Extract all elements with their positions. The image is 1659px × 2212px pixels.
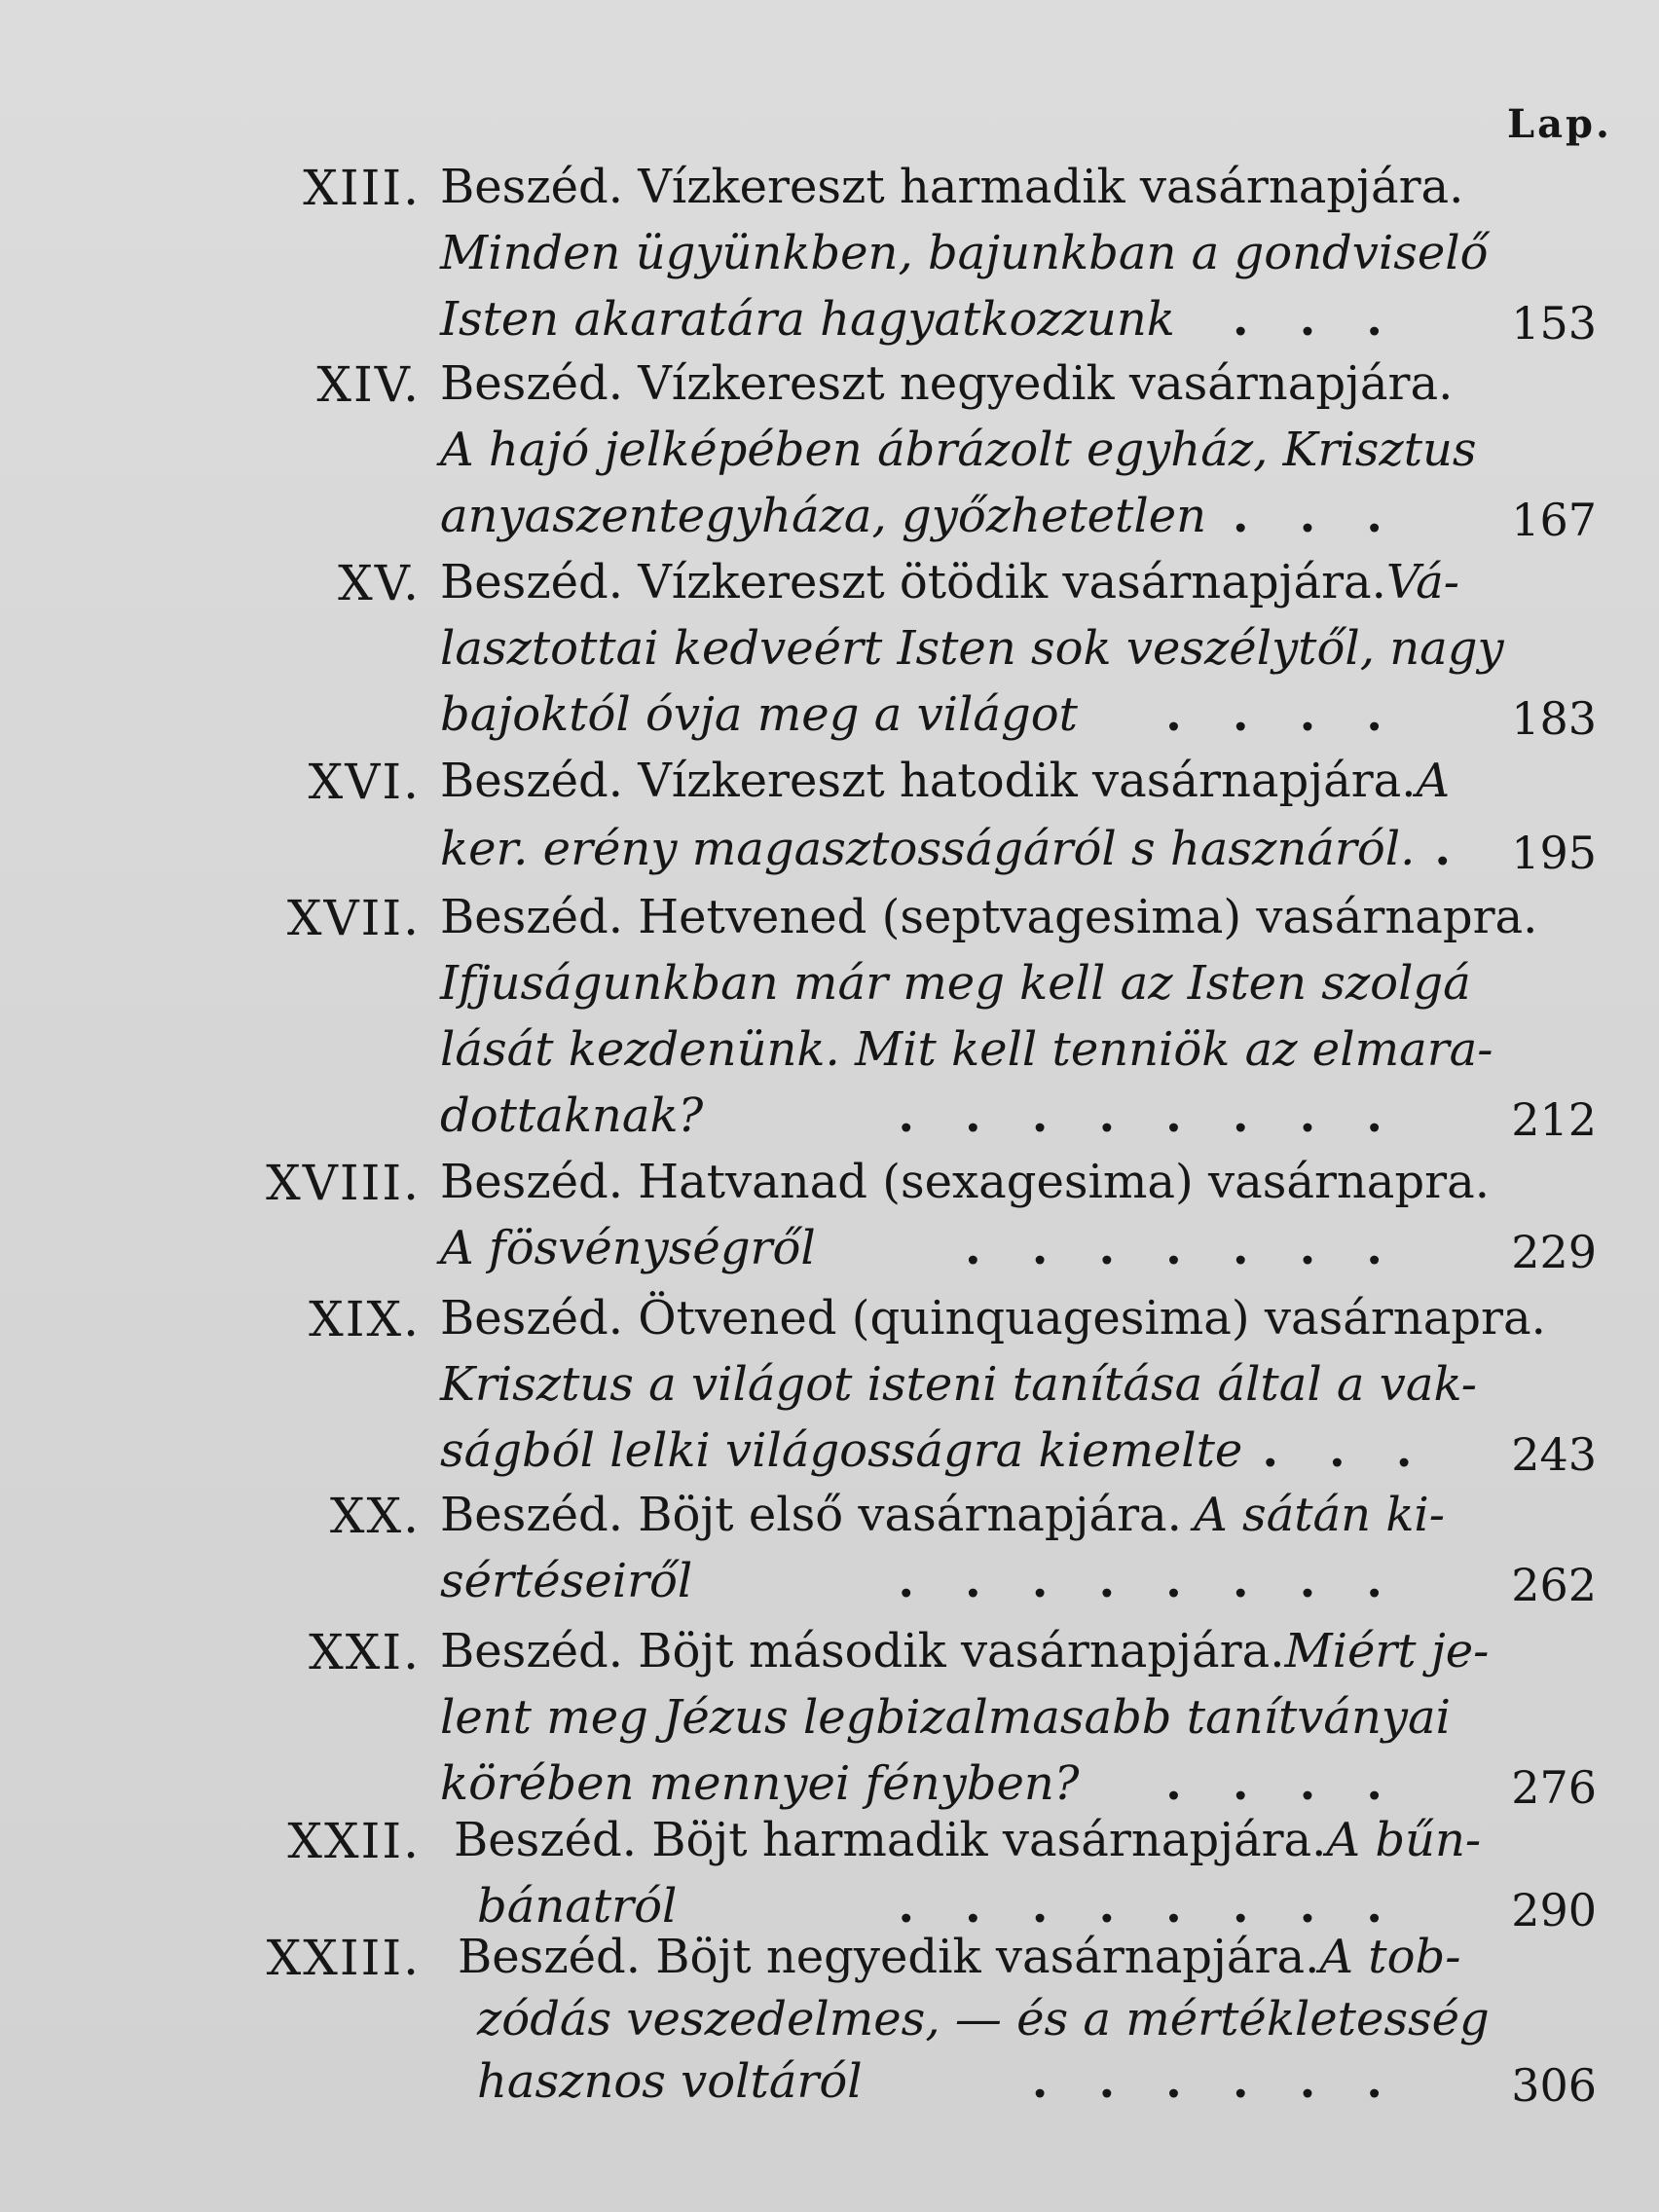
entry-text: A bűn- <box>1326 1813 1482 1867</box>
entry-page-number: 229 <box>1511 1226 1597 1278</box>
page-column-header: Lap. <box>1507 101 1612 147</box>
entry-number: XXI. <box>309 1624 421 1680</box>
entry-text: Miért je- <box>1284 1624 1490 1678</box>
entry-number: XV. <box>338 555 421 611</box>
entry-page-number: 212 <box>1511 1093 1597 1146</box>
entry-number: XVI. <box>308 754 421 810</box>
entry-text: Beszéd. Vízkereszt ötödik vasárnapjára. <box>440 555 1386 609</box>
dot-leader: ...... <box>1031 2054 1433 2109</box>
dot-leader: ... <box>1232 489 1433 543</box>
entry-text: A sátán ki- <box>1194 1488 1445 1542</box>
entry-line <box>454 1811 1482 1869</box>
entry-line <box>440 421 1477 479</box>
entry-text: Beszéd. Vízkereszt harmadik vasárnapjára. <box>440 160 1464 214</box>
entry-last-line <box>440 820 1502 878</box>
entry-text: anyaszentegyháza, győzhetetlen <box>440 489 1207 543</box>
entry-last-line <box>477 1877 1433 1936</box>
entry-text: Ifjuságunkban már meg kell az Isten szolgá <box>440 956 1471 1011</box>
entry-text: zódás veszedelmes, — és a mértékletesség <box>477 1992 1490 2046</box>
entry-text: Beszéd. Ötvened (quinquagesima) vasárnapra. <box>440 1291 1546 1346</box>
entry-line <box>440 619 1504 678</box>
entry-page-number: 183 <box>1511 692 1597 745</box>
dot-leader: ... <box>1232 292 1433 347</box>
entry-last-line <box>440 1087 1433 1145</box>
entry-line <box>440 1153 1490 1211</box>
entry-line <box>440 224 1489 282</box>
entry-line <box>440 1622 1490 1680</box>
entry-number: XXII. <box>287 1813 421 1869</box>
entry-number: XXIII. <box>266 1930 421 1986</box>
entry-line <box>440 354 1454 413</box>
dot-leader: .... <box>1165 1756 1433 1811</box>
entry-line <box>440 1355 1477 1414</box>
entry-line <box>440 553 1459 611</box>
dot-leader: ........ <box>898 1554 1433 1608</box>
entry-text: Beszéd. Böjt negyedik vasárnapjára. <box>458 1930 1320 1984</box>
entry-text: Beszéd. Böjt második vasárnapjára. <box>440 1624 1285 1678</box>
entry-number: XIX. <box>309 1291 421 1347</box>
entry-page-number: 290 <box>1511 1884 1597 1936</box>
entry-line <box>440 1020 1493 1079</box>
entry-line <box>440 888 1538 946</box>
entry-line <box>440 1688 1451 1747</box>
entry-text: ságból lelki világosságra kiemelte <box>440 1423 1243 1478</box>
entry-text: A fösvénységről <box>440 1221 816 1275</box>
entry-text: Beszéd. Böjt harmadik vasárnapjára. <box>454 1813 1327 1867</box>
entry-text: Beszéd. Böjt első vasárnapjára. <box>440 1488 1182 1542</box>
entry-page-number: 306 <box>1511 2059 1597 2112</box>
entry-page-number: 167 <box>1511 494 1597 546</box>
entry-text: bajoktól óvja meg a világot <box>440 687 1078 742</box>
entry-last-line <box>477 2052 1433 2111</box>
entry-line <box>458 1928 1461 1986</box>
entry-page-number: 243 <box>1511 1428 1597 1481</box>
entry-text: lását kezdenünk. Mit kell tenniök az elmara- <box>440 1022 1493 1077</box>
entry-text: körében mennyei fényben? <box>440 1756 1080 1811</box>
entry-last-line <box>440 1421 1463 1480</box>
entry-line <box>440 752 1451 810</box>
entry-text: lasztottai kedveért Isten sok veszélytől, nagy <box>440 621 1504 676</box>
entry-last-line <box>440 685 1433 744</box>
dot-leader: . <box>1434 822 1502 876</box>
entry-page-number: 276 <box>1511 1761 1597 1814</box>
entry-last-line <box>440 1754 1433 1813</box>
entry-line <box>440 1486 1445 1544</box>
entry-last-line <box>440 487 1433 545</box>
dot-leader: ........ <box>898 1879 1433 1934</box>
entry-last-line <box>440 1219 1433 1277</box>
entry-text: Beszéd. Hetvened (septvagesima) vasárnapra. <box>440 890 1538 944</box>
entry-number: XVIII. <box>266 1155 421 1211</box>
entry-text: Vá- <box>1385 555 1459 609</box>
entry-text: Beszéd. Hatvanad (sexagesima) vasárnapra. <box>440 1155 1490 1209</box>
entry-line <box>440 954 1471 1013</box>
entry-text: lent meg Jézus legbizalmasabb tanítványai <box>440 1690 1451 1745</box>
entry-text: A <box>1416 754 1451 808</box>
entry-line <box>440 1289 1546 1347</box>
entry-text: Minden ügyünkben, bajunkban a gondviselő <box>440 226 1489 280</box>
entry-last-line <box>440 1552 1433 1610</box>
entry-text: ker. erény magasztosságáról s hasznáról. <box>440 822 1416 876</box>
entry-page-number: 153 <box>1511 297 1597 350</box>
entry-number: XIV. <box>316 356 421 413</box>
dot-leader: ... <box>1262 1423 1463 1478</box>
entry-text: dottaknak? <box>440 1088 704 1143</box>
dot-leader: ....... <box>965 1221 1433 1275</box>
entry-text: A hajó jelképében ábrázolt egyház, Krisztus <box>440 423 1477 477</box>
entry-number: XX. <box>329 1488 421 1544</box>
entry-number: XIII. <box>303 160 421 216</box>
entry-text: Beszéd. Vízkereszt hatodik vasárnapjára. <box>440 754 1417 808</box>
entry-last-line <box>440 290 1433 349</box>
entry-text: bánatról <box>477 1879 678 1934</box>
dot-leader: .... <box>1165 687 1433 742</box>
entry-text: hasznos voltáról <box>477 2054 863 2109</box>
entry-text: Beszéd. Vízkereszt negyedik vasárnapjára. <box>440 356 1454 411</box>
entry-text: A tob- <box>1319 1930 1461 1984</box>
entry-number: XVII. <box>286 890 421 946</box>
entry-line <box>477 1990 1490 2048</box>
entry-page-number: 195 <box>1511 827 1597 879</box>
dot-leader: ........ <box>898 1088 1433 1143</box>
entry-text: Krisztus a világot isteni tanítása által a vak- <box>440 1357 1477 1412</box>
entry-line <box>440 158 1464 216</box>
entry-text: Isten akaratára hagyatkozzunk <box>440 292 1175 347</box>
entry-page-number: 262 <box>1511 1559 1597 1611</box>
entry-text: sértéseiről <box>440 1554 693 1608</box>
